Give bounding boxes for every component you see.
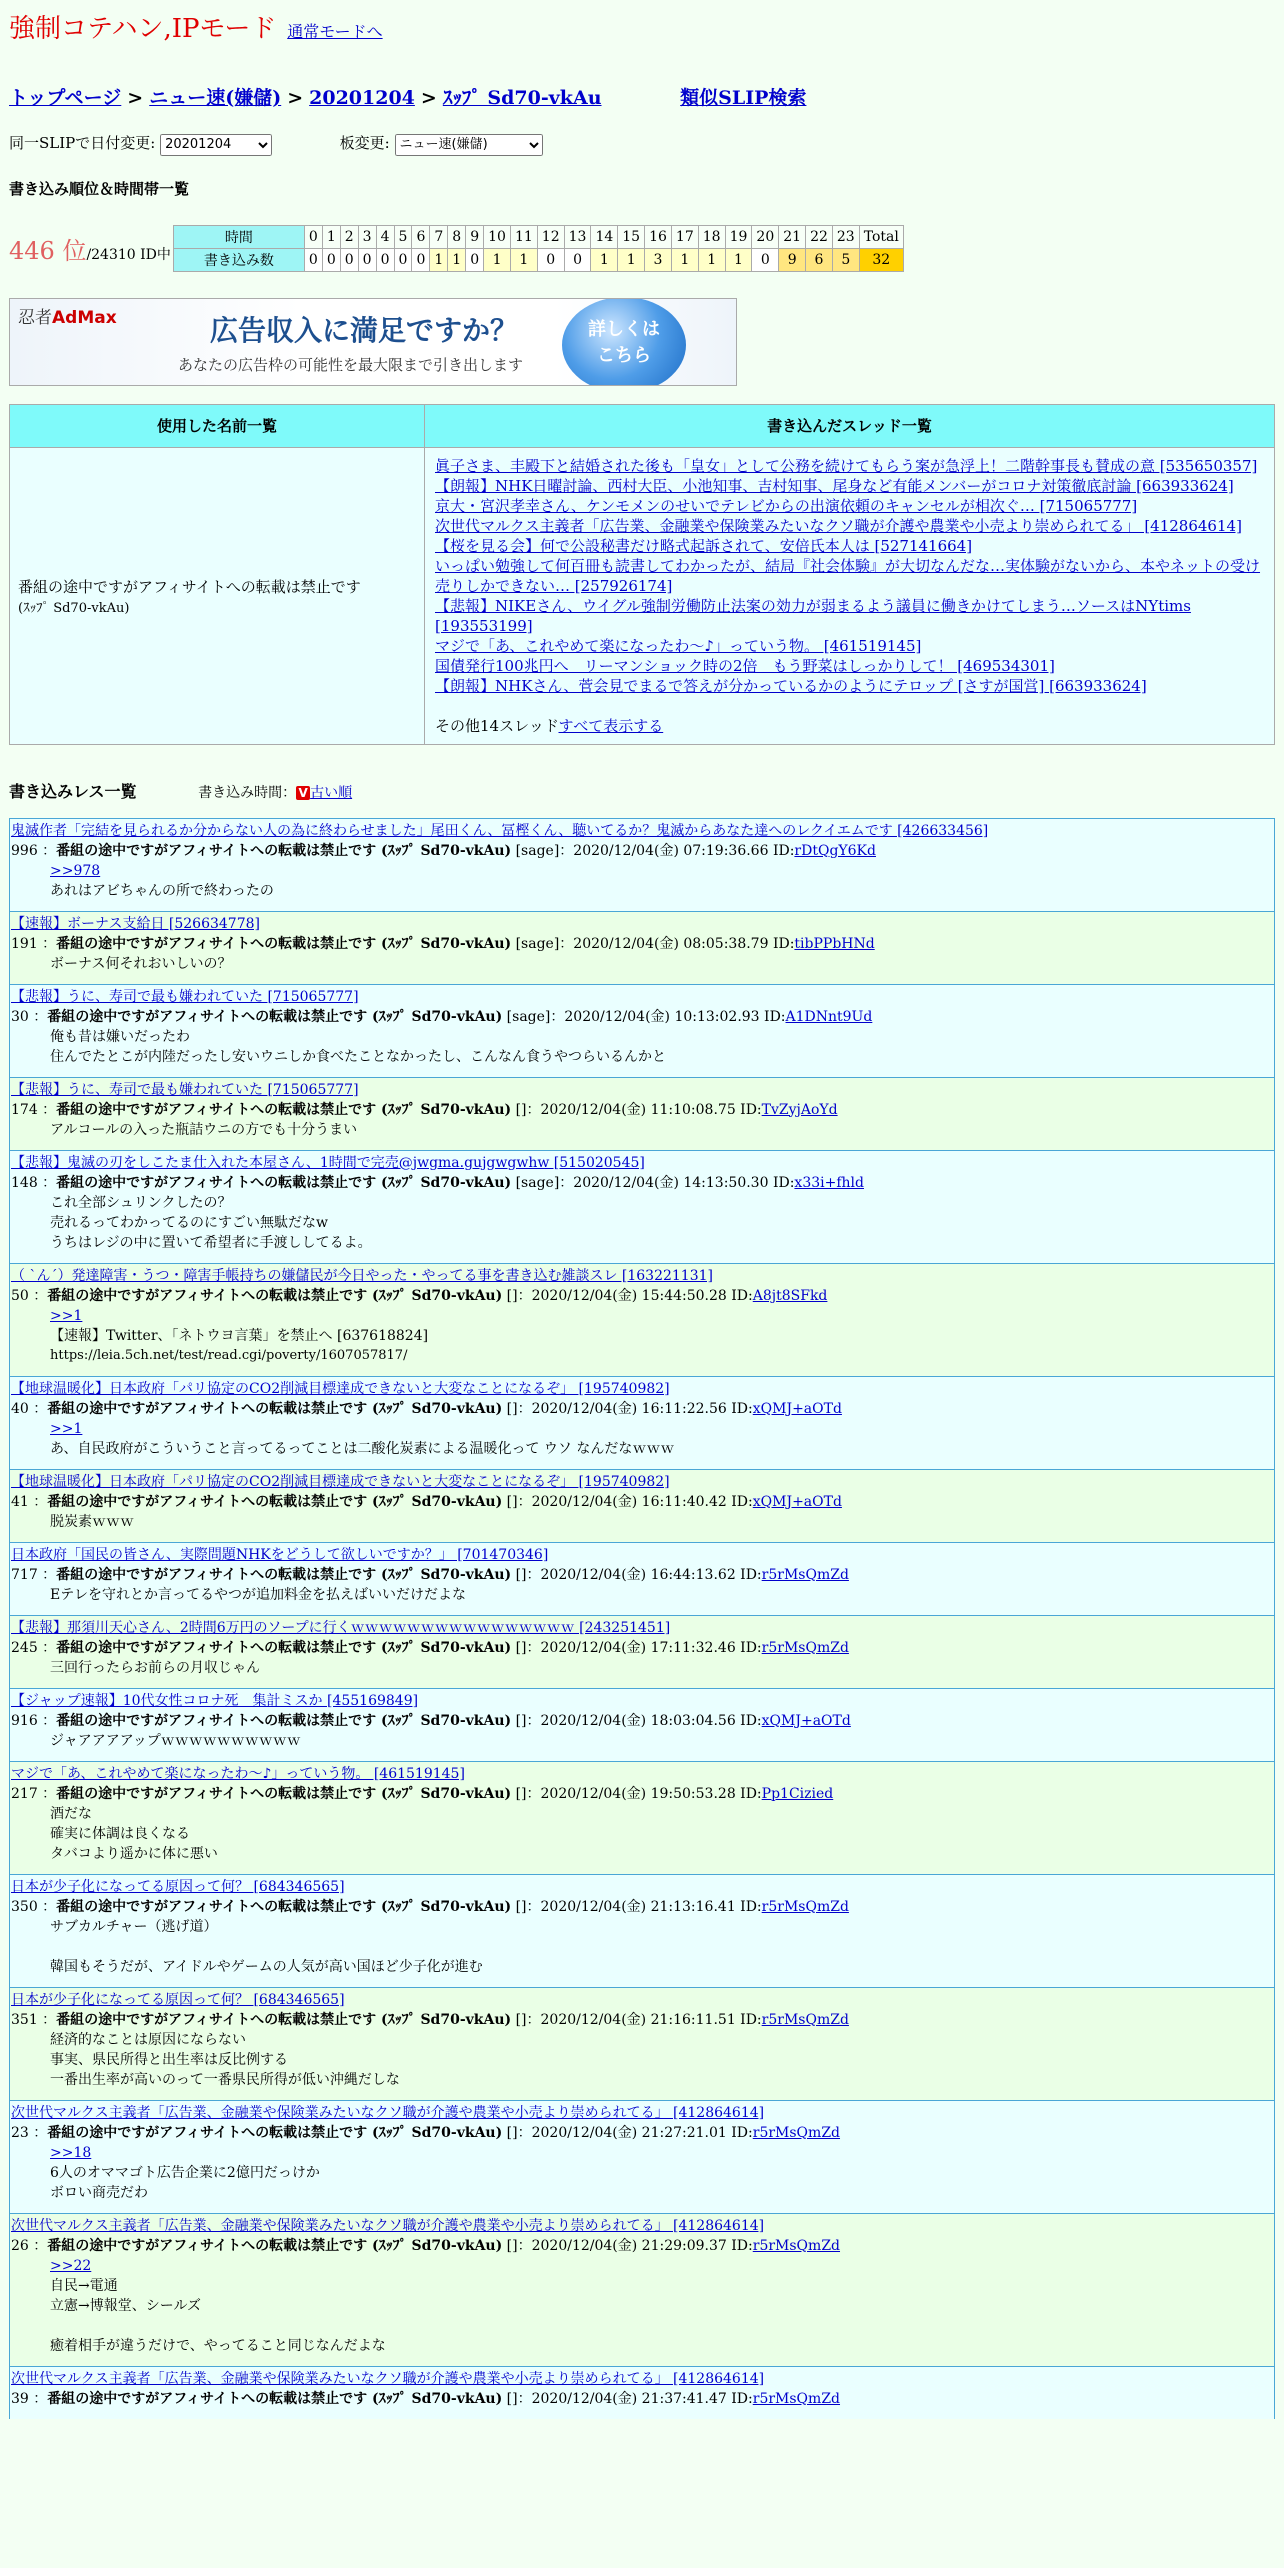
post-meta: [10, 934, 1274, 954]
post-list: [9, 818, 1275, 2419]
post-meta: [10, 1100, 1274, 1120]
post-date: []：2020/12/04(金) 11:10:08.75 ID:: [511, 1101, 762, 1118]
post-line: ボロい商売だわ: [50, 2184, 148, 2201]
post-id-link[interactable]: r5rMsQmZd: [752, 2124, 841, 2141]
total-count-cell: 32: [859, 248, 903, 271]
post-author: 番組の途中ですがアフィサイトへの転載は禁止です (ｽｯﾌﾟ Sd70-vkAu): [47, 1008, 503, 1025]
post-author: 番組の途中ですがアフィサイトへの転載は禁止です (ｽｯﾌﾟ Sd70-vkAu): [47, 1400, 503, 1417]
post-body: [10, 2030, 1274, 2090]
threads-cell: [425, 447, 1275, 744]
thread-link[interactable]: マジで「あ、これやめて楽になったわ～♪」っていう物。 [461519145]: [435, 636, 922, 655]
hour-cell: 13: [564, 225, 591, 248]
count-cell: 1: [618, 248, 645, 271]
post-meta: [10, 1492, 1274, 1512]
post-author: 番組の途中ですがアフィサイトへの転載は禁止です (ｽｯﾌﾟ Sd70-vkAu): [56, 1712, 512, 1729]
post-item: [9, 1150, 1275, 1263]
post-date: [sage]：2020/12/04(金) 10:13:02.93 ID:: [502, 1008, 786, 1025]
post-date: [sage]：2020/12/04(金) 07:19:36.66 ID:: [511, 842, 795, 859]
sort-oldest-link[interactable]: 古い順: [310, 784, 353, 801]
post-body: [10, 861, 1274, 901]
count-cell: 1: [510, 248, 537, 271]
post-date: []：2020/12/04(金) 21:16:11.51 ID:: [511, 2011, 762, 2028]
post-id-link[interactable]: r5rMsQmZd: [761, 1566, 849, 1583]
post-date: []：2020/12/04(金) 21:37:41.47 ID:: [502, 2390, 753, 2407]
post-thread-link[interactable]: 日本政府「国民の皆さん、実際問題NHKをどうして欲しいですか？」 [701470346]: [11, 1546, 549, 1563]
post-body: [10, 1120, 1274, 1140]
hour-cell: 12: [537, 225, 564, 248]
rank-total: /24310 ID中: [86, 246, 171, 263]
post-thread-link[interactable]: 【悲報】うに、寿司で最も嫌われていた [715065777]: [11, 1081, 359, 1098]
post-item: [9, 2100, 1275, 2213]
more-threads: その他14スレッドすべて表示する: [435, 716, 664, 735]
responses-header: [9, 779, 1275, 802]
post-body: [10, 1027, 1274, 1067]
post-body: [10, 1731, 1274, 1751]
post-date: []：2020/12/04(金) 16:11:40.42 ID:: [502, 1493, 753, 1510]
post-item: [9, 818, 1275, 911]
hour-cell: 10: [484, 225, 511, 248]
rank-cell: [9, 225, 173, 271]
post-body: [10, 1193, 1274, 1253]
post-date: [sage]：2020/12/04(金) 14:13:50.30 ID:: [511, 1174, 795, 1191]
post-thread-link[interactable]: 【地球温暖化】日本政府「パリ協定のCO2削減目標達成できないと大変なことになるぞ」 [195740982]: [11, 1380, 670, 1397]
hour-cell: 6: [412, 225, 430, 248]
post-body: [10, 2143, 1274, 2203]
post-thread-link[interactable]: 鬼滅作者「完結を見られるか分からない人の為に終わらせました」尾田くん、冨樫くん、聴いてるか？鬼滅からあなた達へのレクイエムです [426633456]: [11, 822, 989, 839]
post-date: []：2020/12/04(金) 17:11:32.46 ID:: [511, 1639, 762, 1656]
post-body: [10, 1512, 1274, 1532]
sort-order: 書き込み時間： V 古い順: [198, 784, 353, 801]
post-line: 立憲→博報堂、シールズ: [50, 2297, 202, 2314]
post-thread-link[interactable]: 【速報】ボーナス支給日 [526634778]: [11, 915, 260, 932]
ad-details-button[interactable]: 詳しくは こちら: [562, 298, 686, 386]
post-thread-link[interactable]: 次世代マルクス主義者「広告業、金融業や保険業みたいなクソ職が介護や農業や小売より崇められてる」 [412864614]: [11, 2217, 765, 2234]
count-cell: 6: [806, 248, 833, 271]
count-cell: 0: [376, 248, 394, 271]
post-line: あれはアビちゃんの所で終わったの: [50, 882, 274, 899]
thread-link[interactable]: 京大・宮沢孝幸さん、ケンモメンのせいでテレビからの出演依頼のキャンセルが相次ぐ… [715065777]: [435, 496, 1138, 515]
post-meta: [10, 1711, 1274, 1731]
post-thread-link[interactable]: 日本が少子化になってる原因って何？ [684346565]: [11, 1991, 345, 2008]
breadcrumb-slip[interactable]: ｽｯﾌﾟ Sd70-vkAu: [442, 87, 602, 109]
post-line: あ、自民政府がこういうこと言ってるってことは二酸化炭素による温暖化って ウソ なんだなｗｗｗ: [50, 1440, 675, 1457]
post-body: [10, 1419, 1274, 1459]
post-line: 癒着相手が違うだけで、やってること同じなんだよな: [50, 2337, 386, 2354]
post-item: [9, 911, 1275, 984]
hour-cell: 16: [645, 225, 672, 248]
hour-cell: 7: [430, 225, 448, 248]
counts-row-label: 書き込み数: [173, 248, 304, 271]
hour-cell: 4: [376, 225, 394, 248]
poster-slip: (ｽｯﾌﾟ Sd70-vkAu): [18, 600, 130, 616]
post-item: [9, 1987, 1275, 2100]
post-thread-link[interactable]: 【ジャップ速報】10代女性コロナ死 集計ミスか [455169849]: [11, 1692, 419, 1709]
post-meta: [10, 1399, 1274, 1419]
post-date: []：2020/12/04(金) 15:44:50.28 ID:: [502, 1287, 753, 1304]
post-date: [sage]：2020/12/04(金) 08:05:38.79 ID:: [511, 935, 795, 952]
post-id-link[interactable]: r5rMsQmZd: [761, 1898, 849, 1915]
hour-cell: 8: [448, 225, 466, 248]
hour-cell: 14: [591, 225, 618, 248]
post-author: 番組の途中ですがアフィサイトへの転載は禁止です (ｽｯﾌﾟ Sd70-vkAu): [56, 1566, 512, 1583]
post-thread-link[interactable]: 次世代マルクス主義者「広告業、金融業や保険業みたいなクソ職が介護や農業や小売より崇められてる」 [412864614]: [11, 2370, 765, 2387]
count-cell: 0: [564, 248, 591, 271]
board-select-label: 板変更:: [339, 134, 390, 152]
post-line: 韓国もそうだが、アイドルやゲームの人気が高い国ほど少子化が進む: [50, 1958, 483, 1975]
date-select-label: 同一SLIPで日付変更:: [9, 134, 156, 152]
post-line: 自民→電通: [50, 2277, 118, 2294]
post-author: 番組の途中ですがアフィサイトへの転載は禁止です (ｽｯﾌﾟ Sd70-vkAu): [56, 842, 512, 859]
hour-cell: 18: [698, 225, 725, 248]
post-number: 41 ：: [11, 1493, 48, 1510]
post-thread-link[interactable]: （ `ん´）発達障害・うつ・障害手帳持ちの嫌儲民が今日やった・やってる事を書き込む雑談スレ [163221131]: [11, 1267, 713, 1284]
post-line: 売れるってわかってるのにすごい無駄だなw: [50, 1214, 328, 1231]
hour-cell: 17: [671, 225, 698, 248]
post-author: 番組の途中ですがアフィサイトへの転載は禁止です (ｽｯﾌﾟ Sd70-vkAu): [47, 2237, 503, 2254]
post-meta: [10, 2123, 1274, 2143]
post-item: [9, 1469, 1275, 1542]
post-line: 【速報】Twitter、「ネトウヨ言葉」を禁止へ [637618824]: [50, 1327, 429, 1344]
post-body: [10, 1585, 1274, 1605]
post-id-link[interactable]: TvZyjAoYd: [761, 1101, 838, 1118]
post-line: 6人のオママゴト広告企業に2億円だっけか: [50, 2164, 320, 2181]
board-select[interactable]: [395, 134, 543, 156]
post-item: [9, 2366, 1275, 2419]
post-body: [10, 2256, 1274, 2356]
hour-cell: 15: [618, 225, 645, 248]
post-number: 996 ：: [11, 842, 57, 859]
post-line: 経済的なことは原因にならない: [50, 2031, 246, 2048]
post-meta: [10, 1784, 1274, 1804]
post-number: 23 ：: [11, 2124, 48, 2141]
post-meta: [10, 2236, 1274, 2256]
hour-cell: 9: [466, 225, 484, 248]
post-author: 番組の途中ですがアフィサイトへの転載は禁止です (ｽｯﾌﾟ Sd70-vkAu): [56, 1898, 512, 1915]
names-threads-table: [9, 404, 1275, 745]
post-line: [50, 2316, 1274, 2336]
post-author: 番組の途中ですがアフィサイトへの転載は禁止です (ｽｯﾌﾟ Sd70-vkAu): [56, 935, 512, 952]
breadcrumb-date[interactable]: 20201204: [309, 87, 415, 109]
ad-headline: 広告収入に満足ですか？: [210, 313, 519, 347]
reply-anchor-link[interactable]: >>1: [50, 1307, 83, 1324]
post-number: 351 ：: [11, 2011, 57, 2028]
post-meta: [10, 2010, 1274, 2030]
post-number: 717 ：: [11, 1566, 57, 1583]
similar-slip-link[interactable]: 類似SLIP検索: [680, 87, 807, 109]
post-body: [10, 1917, 1274, 1977]
names-column-header: 使用した名前一覧: [10, 404, 425, 447]
post-date: []：2020/12/04(金) 16:44:13.62 ID:: [511, 1566, 762, 1583]
ad-subtext: あなたの広告枠の可能性を最大限まで引き出します: [178, 355, 524, 374]
post-item: [9, 1615, 1275, 1688]
post-author: 番組の途中ですがアフィサイトへの転載は禁止です (ｽｯﾌﾟ Sd70-vkAu): [47, 2124, 503, 2141]
post-item: [9, 1688, 1275, 1761]
breadcrumb-sep: >: [287, 87, 304, 109]
post-author: 番組の途中ですがアフィサイトへの転載は禁止です (ｽｯﾌﾟ Sd70-vkAu): [47, 1287, 503, 1304]
count-cell: 3: [645, 248, 672, 271]
hour-cell: 19: [725, 225, 752, 248]
count-cell: 0: [537, 248, 564, 271]
count-cell: 0: [358, 248, 376, 271]
post-line: アルコールの入った瓶詰ウニの方でも十分うまい: [50, 1121, 358, 1138]
count-cell: 0: [340, 248, 358, 271]
post-id-link[interactable]: r5rMsQmZd: [761, 2011, 849, 2028]
reply-anchor-link[interactable]: >>18: [50, 2144, 92, 2161]
post-author: 番組の途中ですがアフィサイトへの転載は禁止です (ｽｯﾌﾟ Sd70-vkAu): [56, 1639, 512, 1656]
ad-banner[interactable]: [9, 298, 737, 386]
thread-link[interactable]: 国債発行100兆円へ リーマンショック時の2倍 もう野菜はしっかりして！ [469534301]: [435, 656, 1055, 675]
count-cell: 9: [779, 248, 806, 271]
post-number: 40 ：: [11, 1400, 48, 1417]
post-author: 番組の途中ですがアフィサイトへの転載は禁止です (ｽｯﾌﾟ Sd70-vkAu): [47, 2390, 503, 2407]
responses-title: 書き込みレス一覧: [9, 781, 137, 801]
hour-cell: 2: [340, 225, 358, 248]
post-thread-link[interactable]: 【悲報】那須川天心さん、2時間6万円のソープに行くｗｗｗｗｗｗｗｗｗｗｗｗｗｗｗｗ [243251451]: [11, 1619, 671, 1636]
post-item: [9, 1761, 1275, 1874]
post-id-link[interactable]: r5rMsQmZd: [752, 2237, 841, 2254]
post-id-link[interactable]: r5rMsQmZd: [761, 1639, 849, 1656]
post-item: [9, 1376, 1275, 1469]
post-line: 確実に体調は良くなる: [50, 1825, 190, 1842]
post-author: 番組の途中ですがアフィサイトへの転載は禁止です (ｽｯﾌﾟ Sd70-vkAu): [47, 1493, 503, 1510]
post-author: 番組の途中ですがアフィサイトへの転載は禁止です (ｽｯﾌﾟ Sd70-vkAu): [56, 1785, 512, 1802]
post-number: 350 ：: [11, 1898, 57, 1915]
post-date: []：2020/12/04(金) 21:13:16.41 ID:: [511, 1898, 762, 1915]
post-body: [10, 1658, 1274, 1678]
hour-cell: 23: [832, 225, 859, 248]
count-cell: 1: [484, 248, 511, 271]
count-cell: 1: [591, 248, 618, 271]
post-id-link[interactable]: xQMJ+aOTd: [752, 1400, 842, 1417]
selectors: [9, 132, 1275, 156]
ad-brand: 忍者AdMax: [18, 307, 117, 328]
count-cell: 0: [466, 248, 484, 271]
post-line: Eテレを守れとか言ってるやつが追加料金を払えばいいだけだよな: [50, 1586, 466, 1603]
show-all-threads-link[interactable]: すべて表示する: [558, 716, 664, 735]
post-line: サブカルチャー（逃げ道）: [50, 1918, 218, 1935]
thread-link[interactable]: いっぱい勉強して何百冊も読書してわかったが、結局『社会体験』が大切なんだな…実体験がないから、本やネットの受け売りしかできない… [257926174]: [435, 556, 1261, 595]
post-id-link[interactable]: xQMJ+aOTd: [761, 1712, 851, 1729]
hour-cell: 22: [806, 225, 833, 248]
post-line: 住んでたとこが内陸だったし安いウニしか食べたことなかったし、こんなん食うやつらいるんかと: [50, 1048, 666, 1065]
post-number: 30 ：: [11, 1008, 48, 1025]
post-author: 番組の途中ですがアフィサイトへの転載は禁止です (ｽｯﾌﾟ Sd70-vkAu): [56, 1174, 512, 1191]
post-number: 174 ：: [11, 1101, 57, 1118]
reply-anchor-link[interactable]: >>1: [50, 1420, 83, 1437]
hour-cell: 1: [322, 225, 340, 248]
post-line: [50, 1937, 1274, 1957]
post-line: 酒だな: [50, 1805, 92, 1822]
ranking-table: [9, 225, 904, 272]
count-cell: 1: [671, 248, 698, 271]
post-thread-link[interactable]: 【悲報】うに、寿司で最も嫌われていた [715065777]: [11, 988, 359, 1005]
post-meta: [10, 1565, 1274, 1585]
reply-anchor-link[interactable]: >>978: [50, 862, 101, 879]
post-date: []：2020/12/04(金) 21:29:09.37 ID:: [502, 2237, 753, 2254]
mode-title: 強制コテハン,IPモード: [9, 14, 277, 44]
post-line: 俺も昔は嫌いだったわ: [50, 1028, 190, 1045]
thread-link[interactable]: 【朗報】NHKさん、菅会見でまるで答えが分かっているかのようにテロップ [さすが国営] [663933624]: [435, 676, 1147, 695]
post-number: 39 ：: [11, 2390, 48, 2407]
count-cell: 1: [448, 248, 466, 271]
post-line: ジャアアアアップｗｗｗｗｗｗｗｗｗｗ: [50, 1732, 301, 1749]
post-item: [9, 1542, 1275, 1615]
post-id-link[interactable]: Pp1Cizied: [761, 1785, 834, 1802]
rank-number: 446 位: [9, 236, 87, 265]
count-cell: 1: [430, 248, 448, 271]
thread-link[interactable]: 【朗報】NHK日曜討論、西村大臣、小池知事、吉村知事、尾身など有能メンバーがコロナ対策徹底討論 [663933624]: [435, 476, 1234, 495]
post-thread-link[interactable]: 【地球温暖化】日本政府「パリ協定のCO2削減目標達成できないと大変なことになるぞ」 [195740982]: [11, 1473, 670, 1490]
post-number: 916 ：: [11, 1712, 57, 1729]
thread-link[interactable]: 【悲報】NIKEさん、ウイグル強制労働防止法案の効力が弱まるよう議員に働きかけてしまう…ソースはNYtims [193553199]: [435, 596, 1191, 635]
hour-cell: 11: [510, 225, 537, 248]
normal-mode-link[interactable]: 通常モードへ: [287, 22, 383, 41]
post-author: 番組の途中ですがアフィサイトへの転載は禁止です (ｽｯﾌﾟ Sd70-vkAu): [56, 1101, 512, 1118]
post-line: うちはレジの中に置いて希望者に手渡ししてるよ。: [50, 1234, 372, 1251]
post-meta: [10, 1638, 1274, 1658]
mode-header: [9, 8, 1275, 45]
count-cell: 0: [304, 248, 322, 271]
post-item: [9, 984, 1275, 1077]
post-item: [9, 1263, 1275, 1376]
post-meta: [10, 2389, 1274, 2409]
post-meta: [10, 1286, 1274, 1306]
thread-link[interactable]: 【桜を見る会】何で公設秘書だけ略式起訴されて、安倍氏本人は [527141664]: [435, 536, 973, 555]
post-id-link[interactable]: rDtQgY6Kd: [794, 842, 876, 859]
hour-cell: 20: [752, 225, 779, 248]
post-thread-link[interactable]: 【悲報】鬼滅の刃をしこたま仕入れた本屋さん、1時間で完売@jwgma.gujgwgwhw [515020545]: [11, 1154, 645, 1171]
post-date: []：2020/12/04(金) 21:27:21.01 ID:: [502, 2124, 753, 2141]
post-author: 番組の途中ですがアフィサイトへの転載は禁止です (ｽｯﾌﾟ Sd70-vkAu): [56, 2011, 512, 2028]
post-meta: [10, 841, 1274, 861]
thread-link[interactable]: 眞子さま、丰殿下と結婚された後も「皇女」として公務を続けてもらう案が急浮上！二階幹事長も賛成の意 [535650357]: [435, 456, 1258, 475]
poster-name: 番組の途中ですがアフィサイトへの転載は禁止です: [18, 577, 361, 596]
hour-cell: 21: [779, 225, 806, 248]
hour-cell: 0: [304, 225, 322, 248]
post-id-link[interactable]: tibPPbHNd: [794, 935, 875, 952]
post-item: [9, 2213, 1275, 2366]
count-cell: 0: [394, 248, 412, 271]
post-number: 148 ：: [11, 1174, 57, 1191]
count-cell: 1: [698, 248, 725, 271]
post-id-link[interactable]: r5rMsQmZd: [752, 2390, 841, 2407]
hours-row-label: 時間: [173, 225, 304, 248]
post-item: [9, 1077, 1275, 1150]
post-date: []：2020/12/04(金) 16:11:22.56 ID:: [502, 1400, 753, 1417]
breadcrumb-sep: >: [127, 87, 144, 109]
post-number: 217 ：: [11, 1785, 57, 1802]
sort-badge-icon: V: [296, 786, 310, 800]
post-meta: [10, 1007, 1274, 1027]
reply-anchor-link[interactable]: >>22: [50, 2257, 92, 2274]
ranking-title: 書き込み順位＆時間帯一覧: [9, 179, 190, 198]
breadcrumb-sep: >: [420, 87, 437, 109]
hour-cell: 3: [358, 225, 376, 248]
threads-column-header: 書き込んだスレッド一覧: [425, 404, 1275, 447]
breadcrumb: [9, 83, 1275, 110]
breadcrumb-top[interactable]: トップページ: [9, 87, 122, 109]
post-line: ボーナス何それおいしいの？: [50, 955, 232, 972]
post-body: [10, 1306, 1274, 1366]
post-id-link[interactable]: x33i+fhld: [794, 1174, 864, 1191]
hour-cell: Total: [859, 225, 903, 248]
post-item: [9, 1874, 1275, 1987]
post-line: 一番出生率が高いのって一番県民所得が低い沖縄だしな: [50, 2071, 400, 2088]
post-thread-link[interactable]: 日本が少子化になってる原因って何？ [684346565]: [11, 1878, 345, 1895]
post-body: [10, 954, 1274, 974]
post-thread-link[interactable]: マジで「あ、これやめて楽になったわ～♪」っていう物。 [461519145]: [11, 1765, 465, 1782]
post-meta: [10, 1173, 1274, 1193]
count-cell: 0: [322, 248, 340, 271]
names-cell: [10, 447, 425, 744]
count-cell: 5: [832, 248, 859, 271]
post-line: 脱炭素ｗｗｗ: [50, 1513, 134, 1530]
breadcrumb-board[interactable]: ニュー速(嫌儲): [149, 87, 282, 109]
hour-cell: 5: [394, 225, 412, 248]
post-id-link[interactable]: A1DNnt9Ud: [785, 1008, 873, 1025]
post-line: これ全部シュリンクしたの？: [50, 1194, 232, 1211]
post-date: []：2020/12/04(金) 18:03:04.56 ID:: [511, 1712, 762, 1729]
count-cell: 0: [752, 248, 779, 271]
post-line: https://leia.5ch.net/test/read.cgi/poverty/1607057817/: [50, 1347, 408, 1363]
post-id-link[interactable]: xQMJ+aOTd: [752, 1493, 842, 1510]
post-meta: [10, 1897, 1274, 1917]
count-cell: 1: [725, 248, 752, 271]
post-line: 三回行ったらお前らの月収じゃん: [50, 1659, 260, 1676]
post-number: 191 ：: [11, 935, 57, 952]
post-number: 26 ：: [11, 2237, 48, 2254]
thread-list: [435, 456, 1264, 696]
post-number: 50 ：: [11, 1287, 48, 1304]
thread-link[interactable]: 次世代マルクス主義者「広告業、金融業や保険業みたいなクソ職が介護や農業や小売より崇められてる」 [412864614]: [435, 516, 1242, 535]
post-body: [10, 1804, 1274, 1864]
post-thread-link[interactable]: 次世代マルクス主義者「広告業、金融業や保険業みたいなクソ職が介護や農業や小売より崇められてる」 [412864614]: [11, 2104, 765, 2121]
count-cell: 0: [412, 248, 430, 271]
post-number: 245 ：: [11, 1639, 57, 1656]
post-date: []：2020/12/04(金) 19:50:53.28 ID:: [511, 1785, 762, 1802]
post-id-link[interactable]: A8jt8SFkd: [752, 1287, 828, 1304]
post-line: タバコより遥かに体に悪い: [50, 1845, 218, 1862]
date-select[interactable]: [160, 134, 272, 156]
post-line: 事実、県民所得と出生率は反比例する: [50, 2051, 288, 2068]
